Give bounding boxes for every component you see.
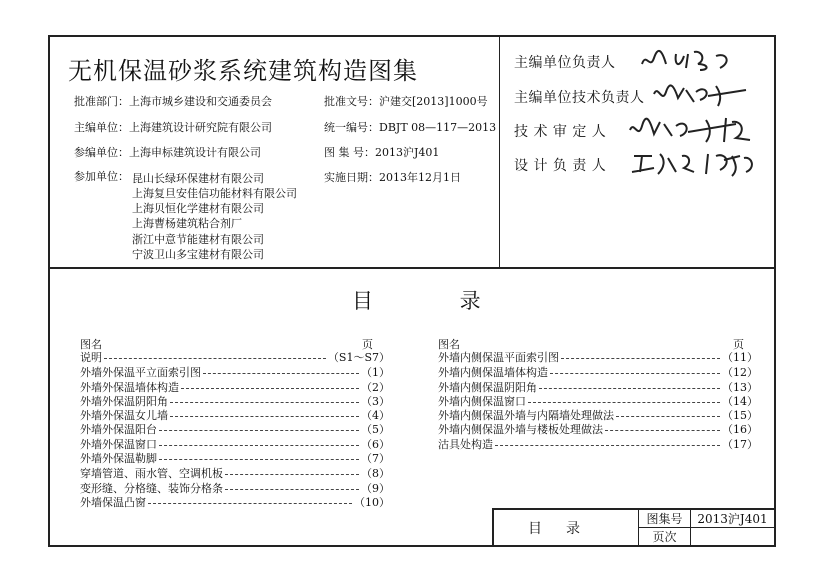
signature-2-icon [650, 78, 750, 110]
leader-line [170, 402, 359, 403]
chief-tech-responsible-label: 主编单位技术负责人 [514, 90, 645, 106]
toc-entry-title: 外墙外保温勒脚 [80, 452, 157, 465]
toc-entry-page: （11） [722, 351, 758, 364]
toc-entry-title: 外墙内侧保温外墙与楼板处理做法 [438, 423, 603, 436]
atlas-no-value: 2013沪J401 [375, 146, 440, 159]
leader-line [616, 416, 720, 417]
toc-entry[interactable] [80, 408, 390, 422]
header-divider [48, 267, 776, 269]
toc-entry[interactable] [438, 394, 758, 408]
join-unit: 上海曹杨建筑粘合剂厂 [132, 217, 242, 230]
join-unit: 上海贝恒化学建材有限公司 [132, 202, 264, 215]
toc-entry[interactable] [80, 422, 390, 436]
join-unit: 昆山长绿环保建材有限公司 [132, 172, 264, 185]
toc-entry[interactable] [438, 365, 758, 379]
participating-unit [74, 146, 261, 160]
join-unit: 宁波卫山多宝建材有限公司 [132, 248, 264, 261]
right-col-name-header: 图名 [438, 338, 460, 351]
approval-doc-label: 批准文号： [324, 95, 379, 108]
toc-entry-title: 外墙外保温阴阳角 [80, 395, 168, 408]
toc-entry[interactable] [438, 408, 758, 422]
impl-date-label: 实施日期： [324, 171, 379, 184]
left-col-page-header: 页 [362, 338, 373, 351]
leader-line [159, 459, 359, 460]
leader-line [561, 358, 720, 359]
toc-entry-title: 说明 [80, 351, 102, 364]
title-block-name: 目录 [494, 510, 639, 545]
leader-line [528, 402, 720, 403]
toc-entry-title: 外墙内侧保温平面索引图 [438, 351, 559, 364]
approval-dept [74, 95, 272, 109]
toc-entry[interactable] [438, 437, 758, 451]
toc-entry-title: 变形缝、分格缝、装饰分格条 [80, 482, 223, 495]
leader-line [539, 388, 720, 389]
participating-value: 上海申标建筑设计有限公司 [129, 146, 261, 159]
leader-line [225, 474, 359, 475]
leader-line [170, 416, 359, 417]
toc-entry[interactable] [80, 365, 390, 379]
toc-entry-title: 外墙外保温墙体构造 [80, 381, 179, 394]
leader-line [104, 358, 326, 359]
toc-entry-title: 沽具处构造 [438, 438, 493, 451]
toc-entry-title: 外墙外保温阳台 [80, 423, 157, 436]
impl-date [324, 171, 461, 185]
toc-entry[interactable] [80, 394, 390, 408]
toc-entry[interactable] [80, 380, 390, 394]
design-lead-label: 设 计 负 责 人 [514, 158, 607, 174]
toc-entry-page: （6） [361, 438, 390, 451]
atlas-no-value: 2013沪J401 [691, 510, 774, 528]
title-block-values [691, 510, 774, 545]
toc-entry-title: 穿墙管道、雨水管、空调机板 [80, 467, 223, 480]
leader-line [225, 489, 359, 490]
page-no-value [691, 528, 774, 546]
approval-dept-label: 批准部门： [74, 95, 129, 108]
unified-no [324, 121, 496, 135]
toc-entry-page: （S1～S7） [327, 351, 390, 364]
leader-line [159, 445, 359, 446]
toc-entry-page: （17） [722, 438, 758, 451]
right-col-page-header: 页 [733, 338, 744, 351]
toc-entry-page: （2） [361, 381, 390, 394]
impl-date-value: 2013年12月1日 [379, 171, 461, 184]
toc-entry-page: （10） [354, 496, 390, 509]
leader-line [181, 388, 359, 389]
toc-entry-page: （3） [361, 395, 390, 408]
toc-entry-page: （16） [722, 423, 758, 436]
unified-no-label: 统一编号： [324, 121, 379, 134]
toc-entry[interactable] [80, 437, 390, 451]
toc-entry-page: （13） [722, 381, 758, 394]
toc-entry-page: （14） [722, 395, 758, 408]
toc-entry[interactable] [80, 481, 390, 495]
toc-entry-title: 外墙内侧保温窗口 [438, 395, 526, 408]
toc-entry[interactable] [438, 380, 758, 394]
atlas-no [324, 146, 439, 160]
toc-entry-page: （1） [361, 366, 390, 379]
signature-4-icon [628, 146, 764, 178]
toc-entry[interactable] [80, 495, 390, 509]
unified-no-value: DBJT 08—117—2013 [379, 121, 497, 134]
chief-unit-responsible-label: 主编单位负责人 [514, 55, 616, 71]
toc-entry[interactable] [80, 466, 390, 480]
toc-entry[interactable] [80, 350, 390, 364]
header-vertical-divider [499, 35, 500, 267]
atlas-no-label: 图集号 [639, 510, 690, 528]
chief-unit-value: 上海建筑设计研究院有限公司 [129, 121, 272, 134]
toc-entry-title: 外墙外保温女儿墙 [80, 409, 168, 422]
toc-entry-title: 外墙外保温平立面索引图 [80, 366, 201, 379]
signature-3-icon [626, 112, 766, 146]
join-label: 参加单位： [74, 170, 129, 183]
technical-reviewer-label: 技 术 审 定 人 [514, 124, 607, 140]
toc-entry-page: （7） [361, 452, 390, 465]
toc-entry[interactable] [438, 422, 758, 436]
page-no-label: 页次 [652, 529, 677, 544]
toc-entry-page: （8） [361, 467, 390, 480]
toc-entry-page: （4） [361, 409, 390, 422]
toc-entry-title: 外墙外保温窗口 [80, 438, 157, 451]
toc-title: 目 录 [352, 289, 521, 313]
signature-1-icon [636, 42, 766, 74]
leader-line [203, 373, 359, 374]
toc-entry-title: 外墙保温凸窗 [80, 496, 146, 509]
chief-unit [74, 121, 272, 135]
document-title: 无机保温砂浆系统建筑构造图集 [68, 57, 418, 85]
left-col-name-header: 图名 [80, 338, 102, 351]
toc-entry-title: 外墙内侧保温阴阳角 [438, 381, 537, 394]
leader-line [550, 373, 720, 374]
leader-line [605, 430, 720, 431]
toc-entry-page: （15） [722, 409, 758, 422]
toc-entry-page: （5） [361, 423, 390, 436]
toc-entry-page: （9） [361, 482, 390, 495]
title-block [492, 508, 776, 547]
join-unit: 上海复旦安佳信功能材料有限公司 [132, 187, 297, 200]
title-block-labels [639, 510, 691, 545]
approval-doc [324, 95, 488, 109]
participating-label: 参编单位： [74, 146, 129, 159]
toc-entry-page: （12） [722, 366, 758, 379]
chief-unit-label: 主编单位： [74, 121, 129, 134]
toc-entry-title: 外墙内侧保温外墙与内隔墙处理做法 [438, 409, 614, 422]
leader-line [495, 445, 720, 446]
approval-dept-value: 上海市城乡建设和交通委员会 [129, 95, 272, 108]
toc-entry[interactable] [80, 451, 390, 465]
toc-entry[interactable] [438, 350, 758, 364]
join-unit: 浙江中意节能建材有限公司 [132, 233, 264, 246]
atlas-no-label: 图 集 号： [324, 146, 375, 159]
approval-doc-value: 沪建交[2013]1000号 [379, 95, 488, 108]
toc-entry-title: 外墙内侧保温墙体构造 [438, 366, 548, 379]
leader-line [159, 430, 359, 431]
leader-line [148, 503, 352, 504]
